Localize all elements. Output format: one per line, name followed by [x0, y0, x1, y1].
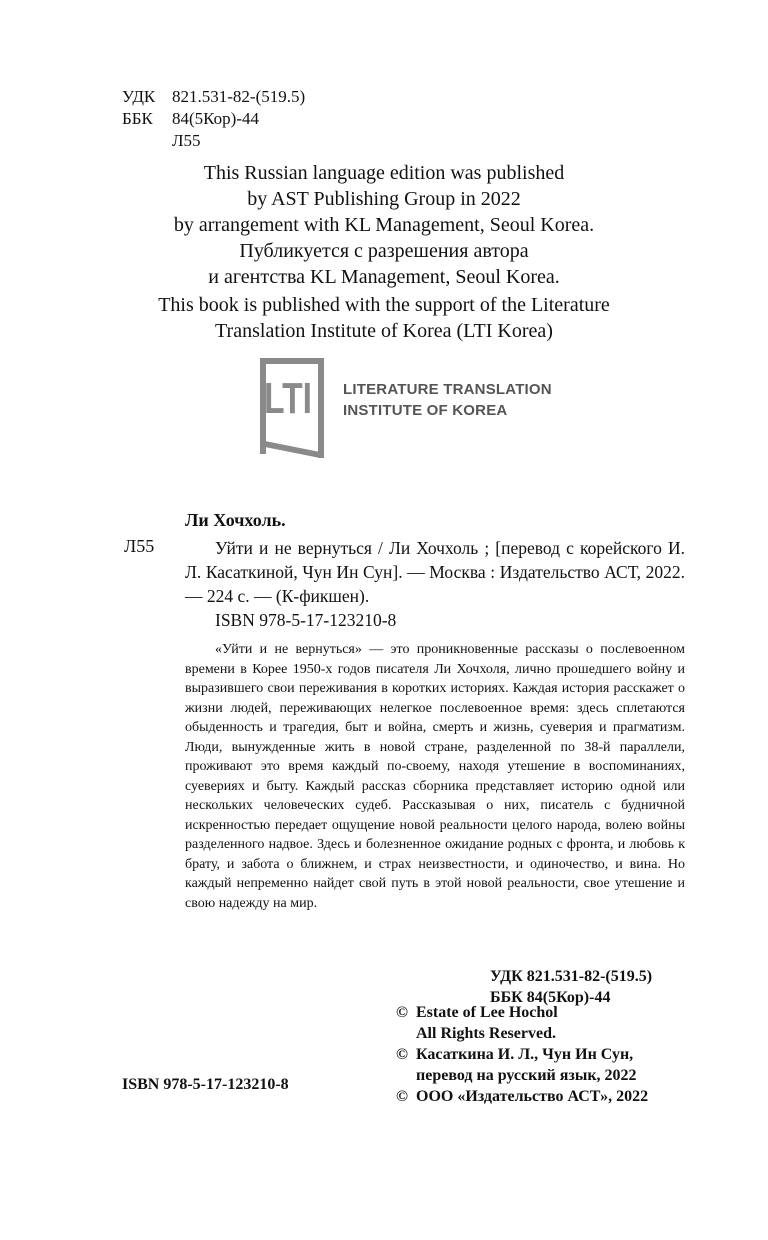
bbk-row — [122, 108, 305, 130]
bottom-udk: УДК 821.531-82-(519.5) — [490, 968, 653, 985]
udk-label: УДК — [122, 87, 156, 106]
support-notice — [0, 292, 768, 344]
copyright-spacer — [396, 1023, 416, 1044]
copyright-translation: перевод на русский язык, 2022 — [416, 1067, 637, 1084]
copyright-symbol: © — [396, 1046, 408, 1063]
edition-line: и агентства KL Management, Seoul Korea. — [208, 266, 560, 288]
copyright-row — [396, 1086, 648, 1107]
copyright-rights: All Rights Reserved. — [416, 1025, 556, 1042]
lti-wordmark — [343, 379, 552, 421]
copyright-symbol: © — [396, 1004, 408, 1021]
edition-line: Публикуется с разрешения автора — [239, 240, 529, 262]
bib-description: Уйти и не вернуться / Ли Хочхоль ; [перевод с корейского И. Л. Касаткиной, Чун Ин Сун]. — Москва : Издательство АСТ, 2022. — 224 с. — (К-фикшен). — [185, 538, 685, 606]
copyright-publisher: ООО «Издательство АСТ», 2022 — [416, 1088, 649, 1105]
copyright-estate: Estate of Lee Hochol — [416, 1004, 558, 1021]
author-mark: Л55 — [172, 131, 201, 150]
support-line: This book is published with the support of the Literature — [158, 294, 610, 316]
copyright-row — [396, 1044, 648, 1065]
edition-notice — [0, 160, 768, 290]
bib-isbn: ISBN 978-5-17-123210-8 — [215, 610, 397, 630]
copyright-row — [396, 1023, 648, 1044]
edition-line: by arrangement with KL Management, Seoul Korea. — [173, 214, 595, 236]
copyright-block — [396, 1002, 648, 1107]
copyright-symbol: © — [396, 1088, 408, 1105]
lti-mark: LTI — [264, 374, 312, 423]
classification-block — [122, 86, 305, 152]
copyright-row — [396, 1065, 648, 1086]
copyright-translators: Касаткина И. Л., Чун Ин Сун, — [416, 1046, 634, 1063]
copyright-row — [396, 1002, 648, 1023]
edition-line: by AST Publishing Group in 2022 — [247, 188, 521, 210]
bib-mark: Л55 — [124, 536, 155, 556]
bbk-value: 84(5Кор)-44 — [172, 109, 259, 128]
lti-wordmark-line1: LITERATURE TRANSLATION — [343, 381, 552, 398]
bib-author: Ли Хочхоль. — [185, 510, 286, 530]
lti-wordmark-line2: INSTITUTE OF KOREA — [343, 402, 508, 419]
udk-value: 821.531-82-(519.5) — [172, 87, 306, 106]
edition-line: This Russian language edition was published — [203, 162, 565, 184]
isbn-bottom: ISBN 978-5-17-123210-8 — [122, 1076, 289, 1093]
bottom-bbk: ББК 84(5Кор)-44 — [490, 989, 611, 1006]
copyright-spacer — [396, 1065, 416, 1086]
annotation-text: «Уйти и не вернуться» — это проникновенные рассказы о послевоенном времени в Корее 1950-х годов писателя Ли Хочхоля, лично прошедшего войну и выразившего свои переживания в коротких историях. Каждая история расскажет о жизни людей, переживающих нелегкое послевоенное время: здесь сплетаются обыденность и трагедия, быт и война, смерть и жизнь, суеверия и прагматизм. Люди, вынужденные жить в новой стране, разделенной по 38-й параллели, проживают это время каждый по-своему, находя утешение в воспоминаниях, суевериях и быту. Каждый рассказ сборника представляет историю одной или нескольких человеческих судеб. Рассказывая о них, писатель с будничной искренностью передает ощущение новой реальности целого народа, волею войны разделенного надвое. Здесь и болезненное ожидание родных с фронта, и любовь к брату, и забота о ближнем, и страх неизвестности, и одиночество, и вина. Но каждый непременно найдет свой путь в этой новой реальности, свое утешение и свою надежду на мир. — [185, 642, 685, 911]
bbk-label: ББК — [122, 109, 153, 128]
support-line: Translation Institute of Korea (LTI Korea) — [215, 320, 553, 342]
udk-row — [122, 86, 305, 108]
